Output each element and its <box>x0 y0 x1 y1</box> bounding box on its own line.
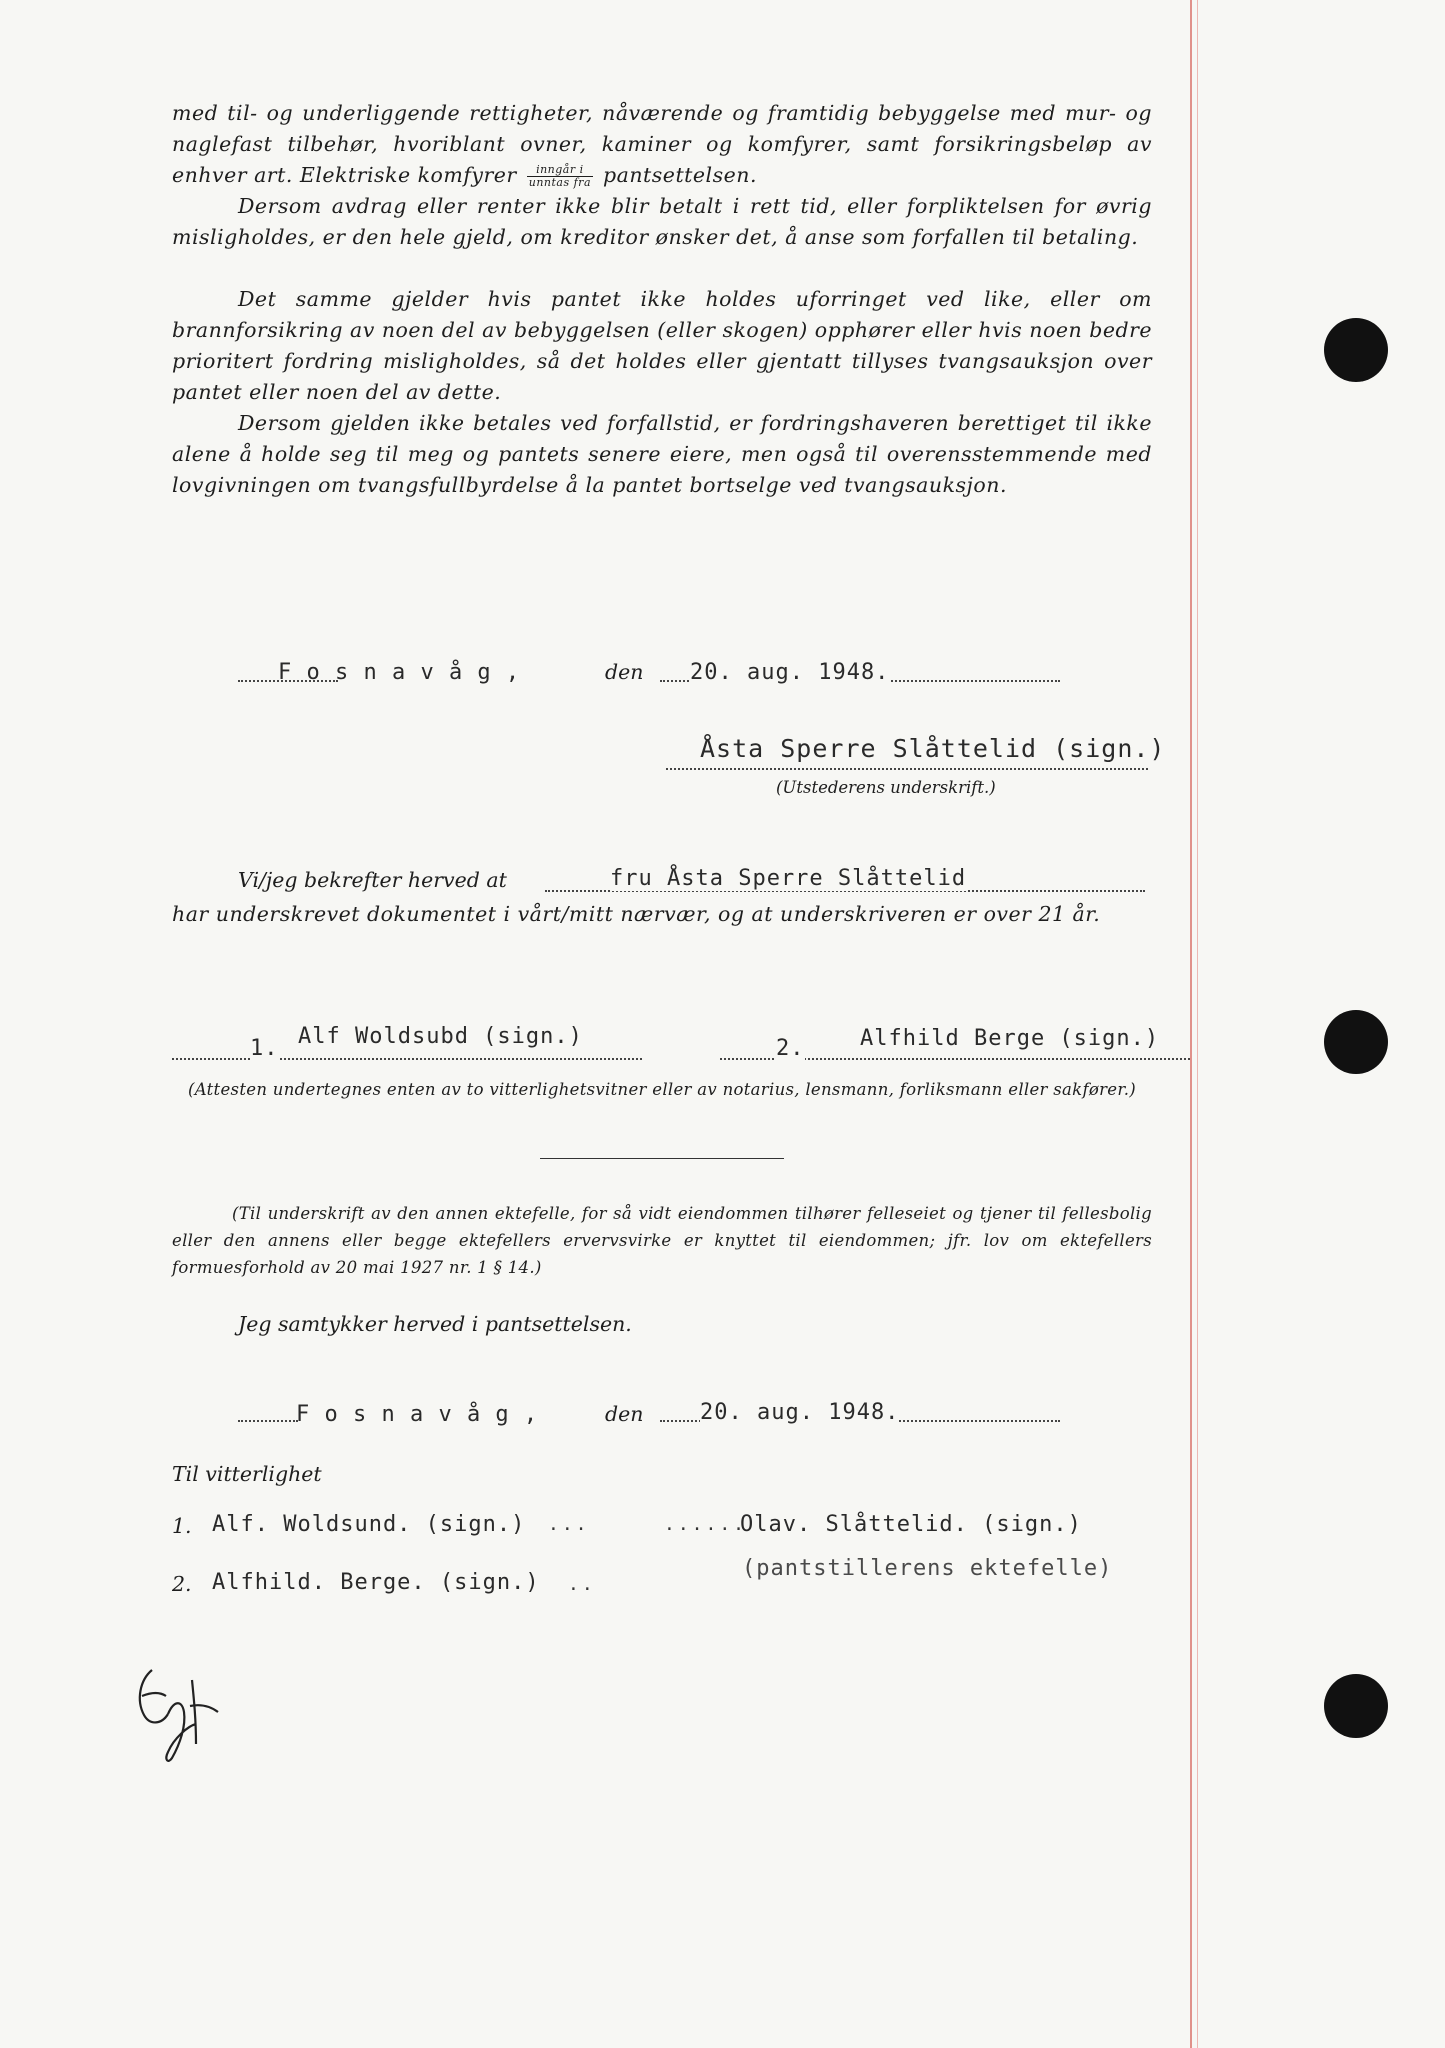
witness-statement-name: fru Åsta Sperre Slåttelid <box>610 866 967 891</box>
paragraph-enforcement: Dersom gjelden ikke betales ved forfallstid, er fordringshaveren berettiget til ikke alene å holde seg til meg og pantets senere eiere, men også til overensstemmende med lovgivningen om tvangsfullbyrdelse å la pantet bortselge ved tvangsauksjon. <box>172 411 1152 497</box>
issuer-signature: Åsta Sperre Slåttelid (sign.) <box>700 734 1166 763</box>
punch-hole-top <box>1324 318 1388 382</box>
issuer-caption: (Utstederens underskrift.) <box>776 778 996 797</box>
paragraph-default: Dersom avdrag eller renter ikke blir betalt i rett tid, eller forpliktelsen for øvrig misligholdes, er den hele gjeld, om kreditor ønsker det, å anse som forfallen til betaling. <box>172 194 1152 249</box>
second-place: F o s n a v å g , <box>296 1402 539 1427</box>
til-vitterlighet-label: Til vitterlighet <box>172 1462 322 1486</box>
witness1-line <box>172 1058 642 1060</box>
paragraph-maintenance: Det samme gjelder hvis pantet ikke holdes uforringet ved like, eller om brannforsikring av noen del av bebyggelsen (eller skogen) opphører eller hvis noen bedre prioritert fordring misligholdes, så det holdes eller gjentatt tillyses tvangsauksjon over pantet eller noen del av dette. <box>172 287 1152 404</box>
punch-hole-bottom <box>1324 1674 1388 1738</box>
paragraph-rights <box>172 98 1152 191</box>
fraction-denominator: unntas fra <box>528 176 591 189</box>
spouse-sig-lead: ...... <box>664 1514 748 1535</box>
witness2-number: 2. <box>776 1036 805 1061</box>
spouse-witness2-signature: Alfhild. Berge. (sign.) <box>212 1570 540 1595</box>
red-margin-rule-secondary <box>1197 0 1198 2048</box>
paragraph-rights-end: pantsettelsen. <box>603 163 757 187</box>
first-place: F o s n a v å g , <box>278 660 521 685</box>
punch-hole-middle <box>1324 1010 1388 1074</box>
spouse-consent: Jeg samtykker herved i pantsettelsen. <box>238 1312 632 1336</box>
section-divider <box>540 1158 784 1159</box>
second-date: 20. aug. 1948. <box>700 1400 900 1425</box>
red-margin-rule <box>1190 0 1192 2048</box>
spouse-caption: (pantstillerens ektefelle) <box>742 1556 1113 1581</box>
witness1-signature: Alf Woldsubd (sign.) <box>298 1024 583 1049</box>
first-den-label: den <box>605 660 644 684</box>
second-den-label: den <box>605 1402 644 1426</box>
spouse-witness1-signature: Alf. Woldsund. (sign.) <box>212 1512 526 1537</box>
witness1-number: 1. <box>250 1036 279 1061</box>
spouse-note: (Til underskrift av den annen ektefelle, for så vidt eiendommen tilhører felleseiet og tjener til fellesbolig eller den annens eller begge ektefellers ervervsvirke er knyttet til eiendommen; jfr. lov om ektefellers formuesforhold av 20 mai 1927 nr. 1 § 14.) <box>172 1204 1152 1277</box>
first-date: 20. aug. 1948. <box>690 660 890 685</box>
fraction-inngar-unntas <box>527 164 593 189</box>
spouse-witness2-number: 2. <box>172 1572 192 1596</box>
fraction-numerator: inngår i <box>527 164 593 177</box>
spouse-witness1-number: 1. <box>172 1514 192 1538</box>
spouse-signature: Olav. Slåttelid. (sign.) <box>740 1512 1082 1537</box>
witness-statement-prefix: Vi/jeg bekrefter herved at <box>238 868 507 892</box>
spouse-witness2-trail: .. <box>568 1574 596 1595</box>
witness-statement-rest: har underskrevet dokumentet i vårt/mitt nærvær, og at underskriveren er over 21 år. <box>172 902 1101 926</box>
paragraph-rights-text: med til- og underliggende rettigheter, nåværende og framtidig bebyggelse med mur- og naglefast tilbehør, hvoriblant ovner, kaminer og komfyrer, samt forsikringsbeløp av enhver art. Elektriske komfyrer <box>172 101 1152 187</box>
spouse-witness1-trail: ... <box>548 1514 590 1535</box>
handwritten-initials <box>122 1640 242 1770</box>
issuer-signature-line <box>666 768 1148 770</box>
witness2-signature: Alfhild Berge (sign.) <box>860 1026 1160 1051</box>
second-date-dots-left <box>238 1420 298 1422</box>
attestation-note: (Attesten undertegnes enten av to vitterlighetsvitner eller av notarius, lensmann, forliksmann eller sakfører.) <box>187 1080 1137 1099</box>
